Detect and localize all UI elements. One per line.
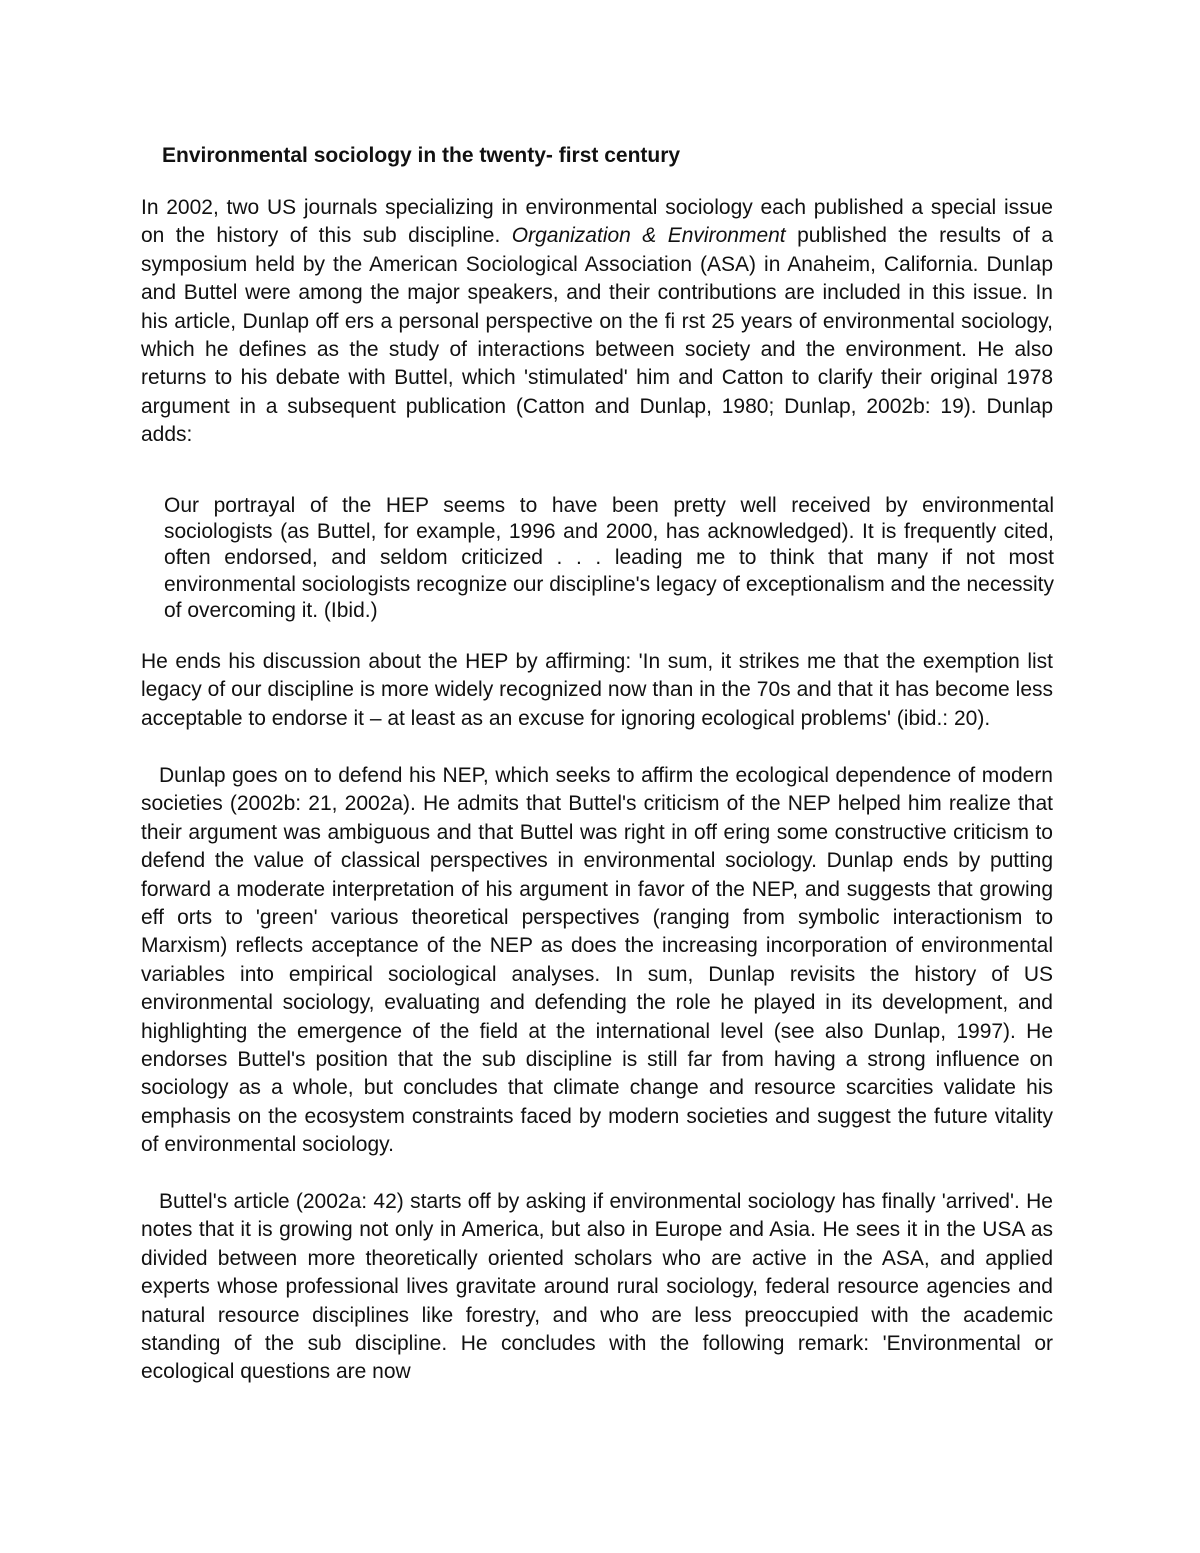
block-quote: Our portrayal of the HEP seems to have been pretty well received by environmental sociologists (as Buttel, for example, 1996 and 2000, has acknowledged). It is frequently cited, often endorsed, and seldom criticized . . . leading me to think that many if not most environmental sociologists recognize our discipline's legacy of exceptionalism and the necessity of overcoming it. (Ibid.): [164, 494, 1054, 622]
paragraph-4: Buttel's article (2002a: 42) starts off by asking if environmental sociology has finally 'arrived'. He notes that it is growing not only in America, but also in Europe and Asia. He sees it in the USA as divided between more theoretically oriented scholars who are active in the ASA, and applied experts whose professional lives gravitate around rural sociology, federal resource agencies and natural resource disciplines like forestry, and who are less preoccupied with the academic standing of the sub discipline. He concludes with the following remark: 'Environmental or ecological questions are now: [141, 1190, 1053, 1384]
journal-title-italic: Organization & Environment: [511, 224, 786, 248]
paragraph-3: Dunlap goes on to defend his NEP, which seeks to affirm the ecological dependence of modern societies (2002b: 21, 2002a). He admits that Buttel's criticism of the NEP helped him realize that their argument was ambiguous and that Buttel was right in off ering some constructive criticism to defend the value of classical perspectives in environmental sociology. Dunlap ends by putting forward a moderate interpretation of his argument in favor of the NEP, and suggests that growing eff orts to 'green' various theoretical perspectives (ranging from symbolic interactionism to Marxism) reflects acceptance of the NEP as does the increasing incorporation of environmental variables into empirical sociological analyses. In sum, Dunlap revisits the history of US environmental sociology, evaluating and defending the role he played in its development, and highlighting the emergence of the field at the international level (see also Dunlap, 1997). He endorses Buttel's position that the sub discipline is still far from having a strong influence on sociology as a whole, but concludes that climate change and resource scarcities validate his emphasis on the ecosystem constraints faced by modern societies and suggest the future vitality of environmental sociology.: [141, 764, 1053, 1157]
paragraph-1: [141, 194, 1053, 450]
paragraph-1-text-start: In 2002, two US journals specializing in environmental sociology each published a special issue on the history of this sub discipline.: [141, 196, 1053, 248]
paragraph-2: He ends his discussion about the HEP by affirming: 'In sum, it strikes me that the exemption list legacy of our discipline is more widely recognized now than in the 70s and that it has become less acceptable to endorse it – at least as an excuse for ignoring ecological problems' (ibid.: 20).: [141, 650, 1053, 730]
document-title: Environmental sociology in the twenty- first century: [162, 144, 681, 167]
paragraph-1-text-end: published the results of a symposium held by the American Sociological Association (ASA) in Anaheim, California. Dunlap and Buttel were among the major speakers, and their contributions are included in this issue. In his article, Dunlap off ers a personal perspective on the fi rst 25 years of environmental sociology, which he defines as the study of interactions between society and the environment. He also returns to his debate with Buttel, which 'stimulated' him and Catton to clarify their original 1978 argument in a subsequent publication (Catton and Dunlap, 1980; Dunlap, 2002b: 19). Dunlap adds:: [141, 224, 1053, 447]
